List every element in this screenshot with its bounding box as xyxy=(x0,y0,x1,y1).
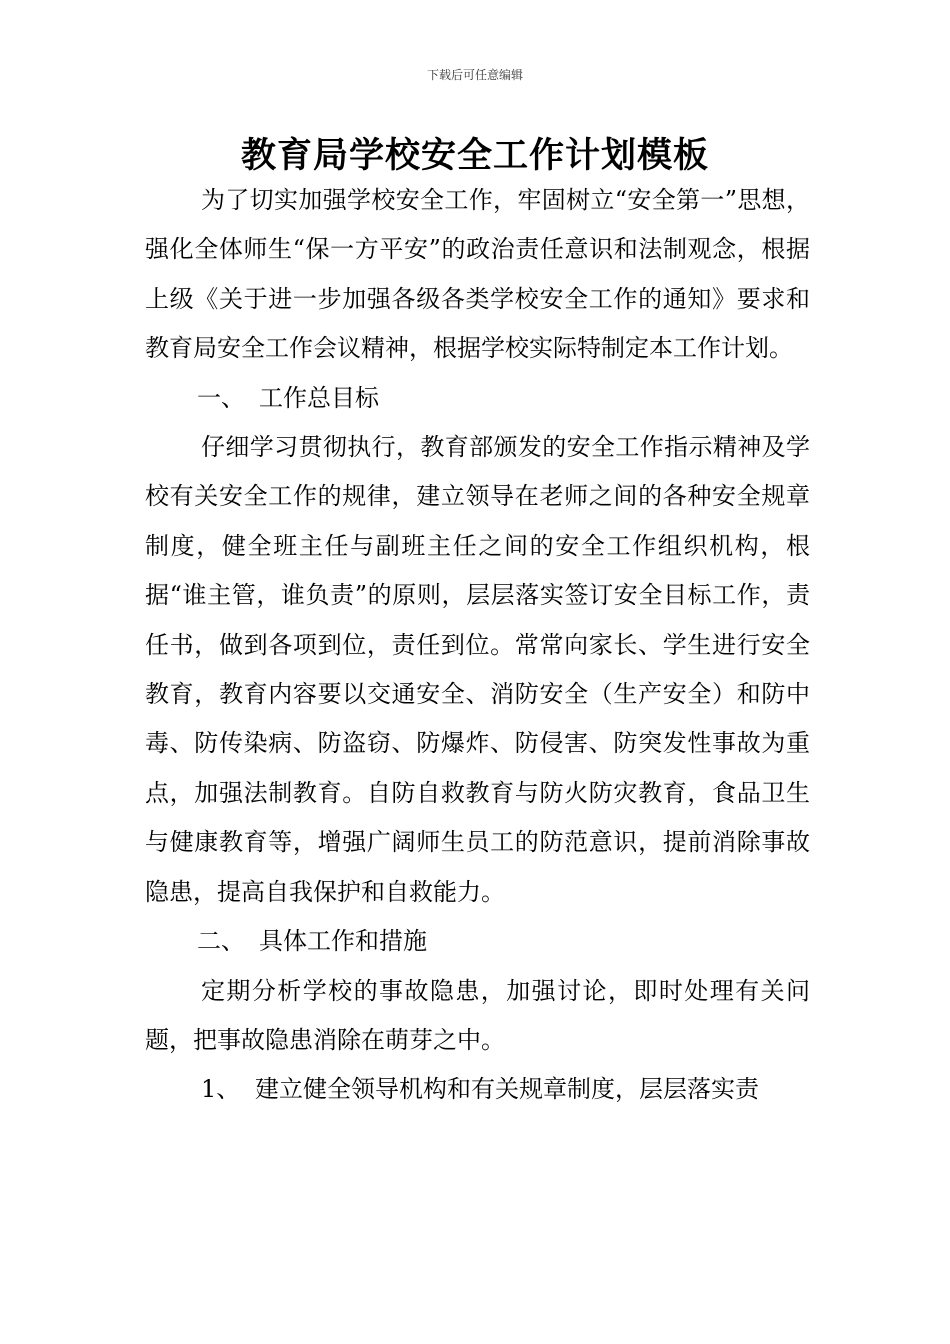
section-heading-2 xyxy=(145,917,810,966)
section-paragraph-2: 定期分析学校的事故隐患，加强讨论，即时处理有关问题，把事故隐患消除在萌芽之中。 xyxy=(145,976,810,1054)
document-title: 教育局学校安全工作计划模板 xyxy=(240,135,709,176)
list-item-number-1: 1、 xyxy=(201,1075,241,1104)
section-title-2: 具体工作和措施 xyxy=(259,927,427,956)
section-paragraph-1: 仔细学习贯彻执行，教育部颁发的安全工作指示精神及学校有关安全工作的规律，建立领导在老师之间的各种安全规章制度，健全班主任与副班主任之间的安全工作组织机构，根据“谁主管，谁负责”的原则，层层落实签订安全目标工作，责任书，做到各项到位，责任到位。常常向家长、学生进行安全教育，教育内容要以交通安全、消防安全（生产安全）和防中毒、防传染病、防盗窃、防爆炸、防侵害、防突发性事故为重点，加强法制教育。自防自救教育与防火防灾教育，食品卫生与健康教育等，增强广阔师生员工的防范意识，提前消除事故隐患，提高自我保护和自救能力。 xyxy=(145,433,810,906)
section-number-1: 一、 xyxy=(197,383,245,412)
list-item-text-1: 建立健全领导机构和有关规章制度，层层落实责 xyxy=(255,1075,759,1104)
intro-paragraph: 为了切实加强学校安全工作，牢固树立“安全第一”思想，强化全体师生“保一方平安”的政治责任意识和法制观念，根据上级《关于进一步加强各级各类学校安全工作的通知》要求和教育局安全工作会议精神，根据学校实际特制定本工作计划。 xyxy=(145,186,810,363)
list-item-1 xyxy=(145,1065,810,1114)
section-number-2: 二、 xyxy=(197,927,245,956)
document-body xyxy=(145,176,810,1115)
header-note: 下载后可任意编辑 xyxy=(426,68,523,82)
section-title-1: 工作总目标 xyxy=(259,383,379,412)
section-heading-1 xyxy=(145,374,810,423)
